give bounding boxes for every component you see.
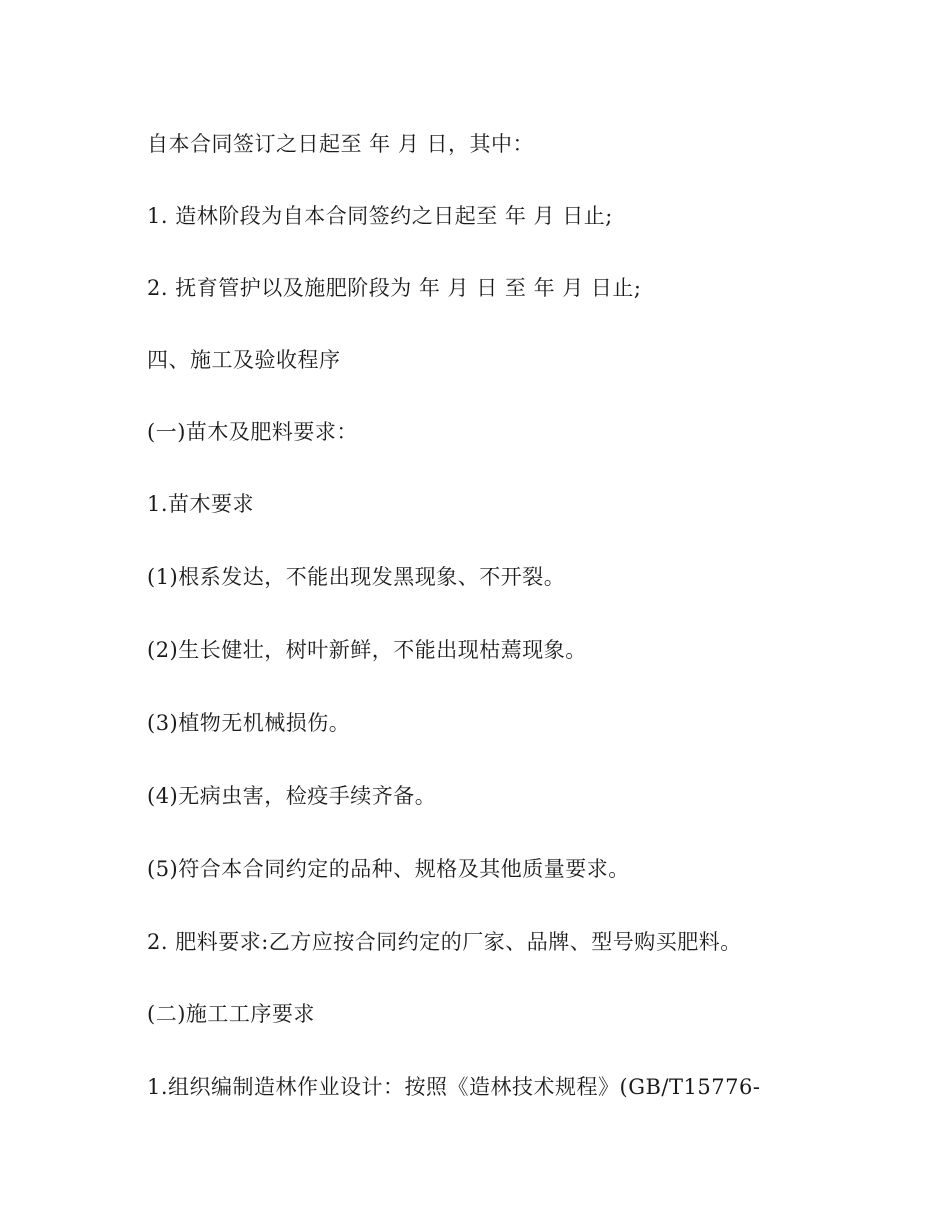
- section-heading-construction-acceptance: 四、施工及验收程序: [147, 348, 341, 372]
- list-item-growth: (2)生长健壮，树叶新鲜，不能出现枯蔫现象。: [147, 638, 587, 662]
- item-heading-seedling-requirements: 1.苗木要求: [147, 492, 255, 516]
- list-item-damage: (3)植物无机械损伤。: [147, 711, 351, 735]
- list-item-roots: (1)根系发达，不能出现发黑现象、不开裂。: [147, 565, 566, 589]
- paragraph-design-procedure: 1.组织编制造林作业设计：按照《造林技术规程》(GB/T15776-: [147, 1075, 761, 1099]
- paragraph-afforestation-stage: 1. 造林阶段为自本合同签约之日起至 年 月 日止;: [147, 204, 613, 228]
- paragraph-fertilizer-requirements: 2. 肥料要求:乙方应按合同约定的厂家、品牌、型号购买肥料。: [147, 930, 742, 954]
- paragraph-tending-stage: 2. 抚育管护以及施肥阶段为 年 月 日 至 年 月 日止;: [147, 276, 642, 300]
- list-item-pests: (4)无病虫害，检疫手续齐备。: [147, 784, 437, 808]
- list-item-specifications: (5)符合本合同约定的品种、规格及其他质量要求。: [147, 857, 630, 881]
- paragraph-contract-term: 自本合同签订之日起至 年 月 日，其中：: [147, 132, 535, 156]
- subsection-heading-materials: (一)苗木及肥料要求：: [147, 420, 358, 444]
- subsection-heading-procedures: (二)施工工序要求: [147, 1002, 315, 1026]
